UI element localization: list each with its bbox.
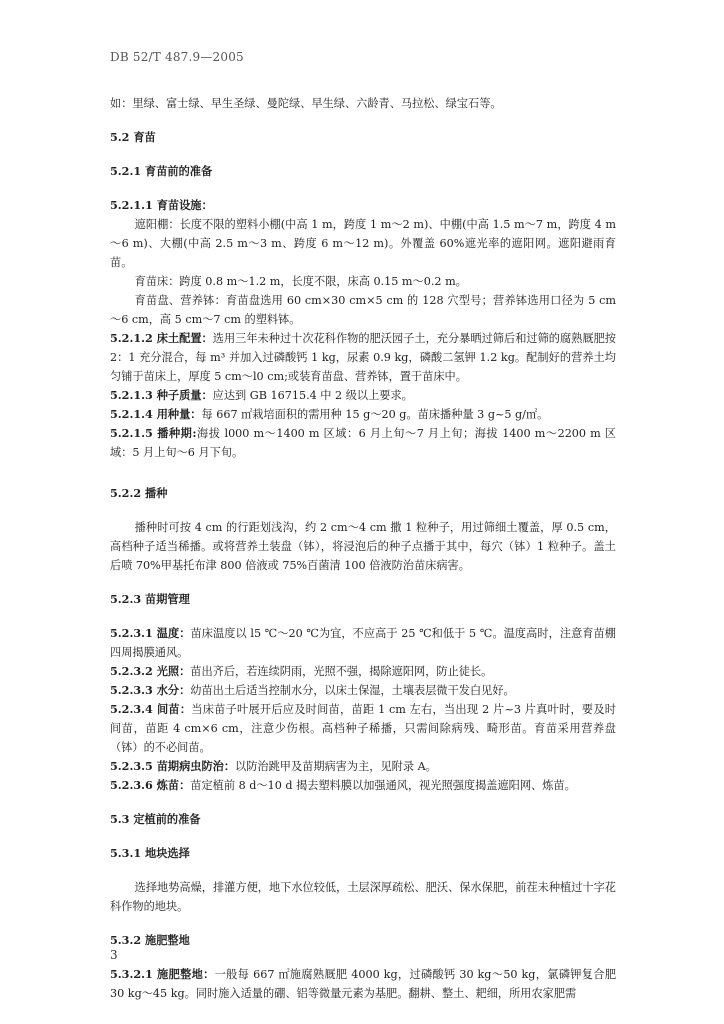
- clause-5-2-1-2: [110, 329, 616, 386]
- clause-text: 幼苗出土后适当控制水分，以床土保湿，土壤表层微干发白见好。: [190, 684, 515, 697]
- section-heading-5-2-1: 5.2.1 育苗前的准备: [110, 164, 213, 178]
- clause-text: 苗定植前 8 d～10 d 揭去塑料膜以加强通风，视光照强度揭盖遮阳网、炼苗。: [190, 779, 576, 792]
- clause-lead: 5.2.1.2 床土配置：: [110, 331, 213, 345]
- clause-lead: 5.2.3.4 间苗：: [110, 702, 192, 716]
- clause-lead: 5.2.1.3 种子质量：: [110, 388, 213, 402]
- document-header: DB 52/T 487.9—2005: [110, 50, 244, 64]
- clause-lead: 5.2.1.5 播种期:: [110, 426, 197, 440]
- section-heading-5-2-2: 5.2.2 播种: [110, 486, 168, 500]
- clause-5-3-2-1: [110, 965, 616, 1003]
- paragraph-seedbed: 育苗床：跨度 0.8 m～1.2 m，长度不限，床高 0.15 m～0.2 m。: [134, 275, 467, 288]
- clause-lead: 5.2.3.5 苗期病虫防治：: [110, 759, 236, 773]
- clause-text: 应达到 GB 16715.4 中 2 级以上要求。: [212, 389, 413, 402]
- clause-5-2-3-6: [110, 776, 616, 795]
- section-heading-5-2: 5.2 育苗: [110, 130, 156, 144]
- clause-lead: 5.2.3.2 光照：: [110, 664, 191, 678]
- clause-text: 当床苗子叶展开后应及时间苗，苗距 1 cm 左右，当出现 2 片~3 片真叶时，要及时间苗，苗距 4 cm×6 cm，注意少伤根。高档种子稀播，只需间除病残、畸形苗。育苗采用营养盘（钵）的不必间苗。: [110, 703, 616, 754]
- clause-5-2-3-4: [110, 700, 616, 757]
- section-heading-5-3: 5.3 定植前的准备: [110, 812, 201, 826]
- clause-5-2-3-2: [110, 662, 616, 681]
- clause-5-2-1-1: [110, 196, 616, 215]
- section-heading-5-3-2: 5.3.2 施肥整地: [110, 933, 190, 947]
- document-body: [110, 94, 616, 1003]
- paragraph-shade-shed: 遮阳棚：长度不限的塑料小棚(中高 1 m，跨度 1 m～2 m)、中棚(中高 1.5 m～7 m，跨度 4 m～6 m)、大棚(中高 2.5 m～3 m、跨度 6 m～12 m)。外覆盖 60%遮光率的遮阳网。遮阳避雨育苗。: [110, 218, 616, 269]
- clause-text: 一般每 667 ㎡施腐熟厩肥 4000 kg，过磷酸钙 30 kg～50 kg，氯磷钾复合肥 30 kg～45 kg。同时施入适量的硼、铝等微量元素为基肥。翻耕、整土、耙细，所用农家肥需: [110, 968, 617, 1000]
- paragraph-site-selection: 选择地势高燥，排灌方便，地下水位较低，土层深厚疏松、肥沃、保水保肥，前茬未种植过十字花科作物的地块。: [110, 881, 616, 913]
- paragraph-sowing: 播种时可按 4 cm 的行距划浅沟，约 2 cm～4 cm 撒 1 粒种子，用过筛细土覆盖，厚 0.5 cm，高档种子适当稀播。或将营养土装盘（钵），将浸泡后的种子点播于其中，每穴（钵）1 粒种子。盖土后喷 70%甲基托布津 800 倍液或 75%百菌清 100 倍液防治苗床病害。: [110, 521, 616, 572]
- clause-text: 每 667 ㎡栽培面积的需用种 15 g～20 g。苗床播种量 3 g~5 g/㎡。: [201, 408, 549, 421]
- clause-text: 海拔 l000 m～1400 m 区域：6 月上旬～7 月上旬；海拔 1400 m～2200 m 区域：5 月上旬～6 月下旬。: [110, 427, 616, 459]
- clause-5-2-3-3: [110, 681, 616, 700]
- clause-5-2-3-1: [110, 624, 616, 662]
- clause-text: 苗出齐后，若连续阴雨，光照不强，揭除遮阳网，防止徒长。: [190, 665, 493, 678]
- clause-lead: 5.2.3.3 水分：: [110, 683, 191, 697]
- clause-text: 选用三年未种过十次花科作物的肥沃园子土，充分暴晒过筛后和过筛的腐熟厩肥按 2：1 充分混合，每 m³ 并加入过磷酸钙 1 kg，尿素 0.9 kg，磷酸二氢钾 1.2 kg。配制好的营养土均匀铺于苗床上，厚度 5 cm～l0 cm;或装育苗盘、营养钵，置于苗床中。: [110, 332, 616, 383]
- clause-5-2-1-4: [110, 405, 616, 424]
- clause-text: 以防治跳甲及苗期病害为主，见附录 A。: [235, 760, 437, 773]
- clause-text: 苗床温度以 l5 ℃～20 ℃为宜，不应高于 25 ℃和低于 5 ℃。温度高时，注意育苗棚四周揭膜通风。: [110, 627, 616, 659]
- clause-lead: 5.2.3.6 炼苗：: [110, 778, 191, 792]
- clause-lead: 5.2.1.1 育苗设施：: [110, 198, 213, 212]
- clause-5-2-1-5: [110, 424, 616, 462]
- section-heading-5-2-3: 5.2.3 苗期管理: [110, 592, 190, 606]
- clause-lead: 5.3.2.1 施肥整地：: [110, 967, 215, 981]
- paragraph-variety-list: 如：里绿、富士绿、早生圣绿、曼陀绿、早生绿、六龄青、马拉松、绿宝石等。: [110, 97, 502, 110]
- clause-5-2-1-3: [110, 386, 616, 405]
- clause-lead: 5.2.3.1 温度：: [110, 626, 191, 640]
- page-number: 3: [110, 948, 118, 962]
- section-heading-5-3-1: 5.3.1 地块选择: [110, 846, 190, 860]
- paragraph-trays: 育苗盘、营养钵：育苗盘选用 60 cm×30 cm×5 cm 的 128 穴型号；营养钵选用口径为 5 cm～6 cm，高 5 cm～7 cm 的塑料钵。: [110, 294, 616, 326]
- clause-lead: 5.2.1.4 用种量：: [110, 407, 202, 421]
- clause-5-2-3-5: [110, 757, 616, 776]
